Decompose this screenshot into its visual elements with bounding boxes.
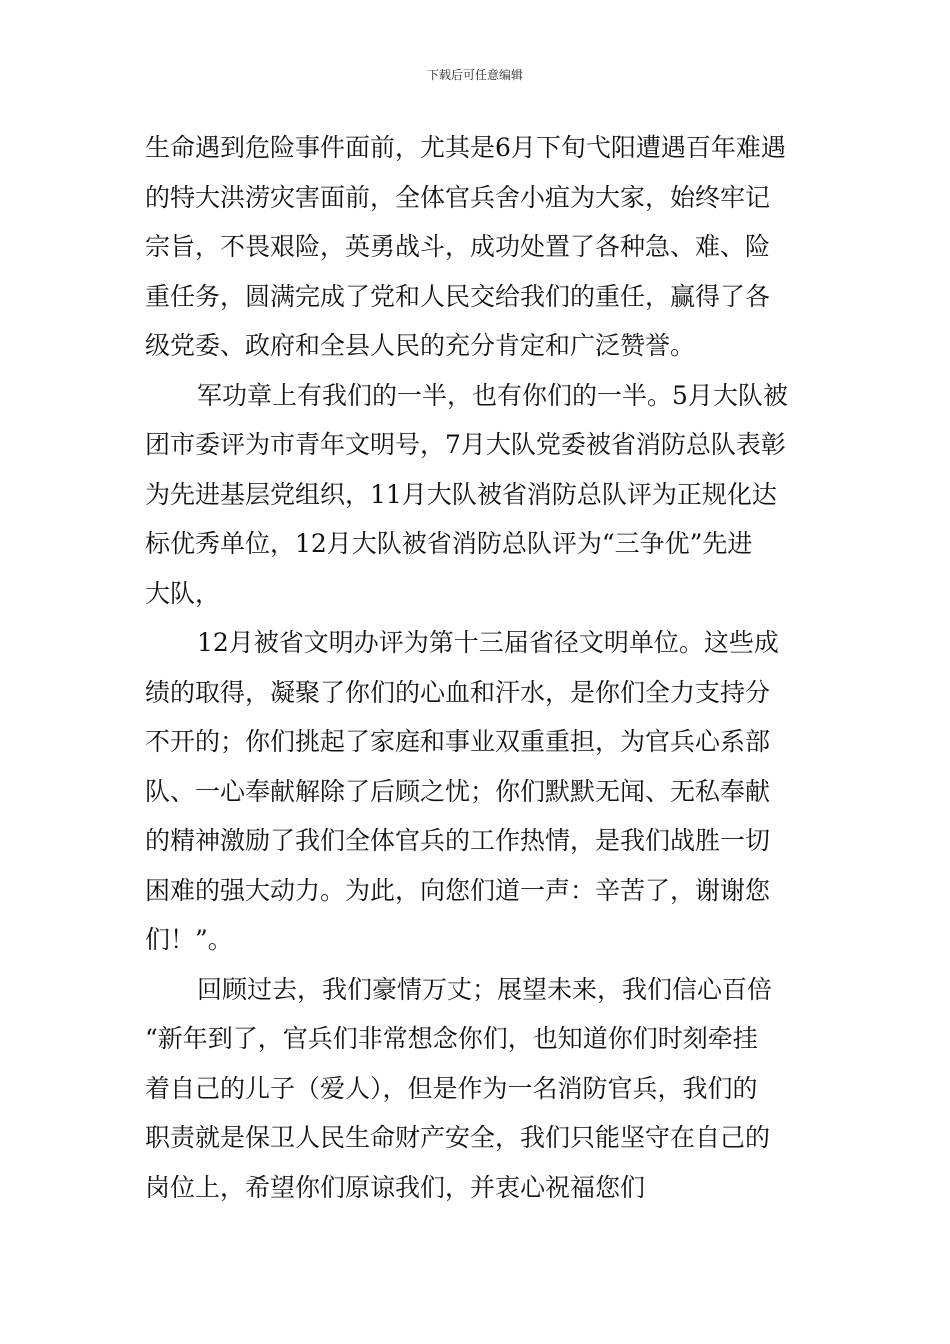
text-line: 队、一心奉献解除了后顾之忧；你们默默无闻、无私奉献 <box>145 776 771 806</box>
text-line: 们！”。 <box>145 925 233 954</box>
text-line: 重任务，圆满完成了党和人民交给我们的重任，赢得了各 <box>145 281 771 311</box>
text-line: 着自己的儿子（爱人），但是作为一名消防官兵，我们的 <box>145 1073 758 1103</box>
paragraph <box>145 123 825 371</box>
text-line: 为先进基层党组织，11月大队被省消防总队评为正规化达 <box>145 479 777 509</box>
document-body <box>145 123 825 1212</box>
text-line: 宗旨，不畏艰险，英勇战斗，成功处置了各种急、难、险 <box>145 232 771 261</box>
text-line: 绩的取得，凝聚了你们的心血和汗水，是你们全力支持分 <box>145 677 771 707</box>
paragraph <box>145 618 825 965</box>
text-line: 的特大洪涝灾害面前，全体官兵舍小疽为大家，始终牢记 <box>145 182 771 212</box>
text-line: 12月被省文明办评为第十三届省径文明单位。这些成 <box>197 628 779 657</box>
text-line: 困难的强大动力。为此，向您们道一声：辛苦了，谢谢您 <box>145 875 771 905</box>
text-line: 团市委评为市青年文明号，7月大队党委被省消防总队表彰 <box>145 430 786 459</box>
text-line: 岗位上，希望你们原谅我们，并衷心祝福您们 <box>145 1172 646 1202</box>
paragraph <box>145 965 825 1213</box>
text-line: 生命遇到危险事件面前，尤其是6月下旬弋阳遭遇百年难遇 <box>145 133 786 162</box>
paragraph <box>145 371 825 619</box>
text-line: 标优秀单位，12月大队被省消防总队评为“三争优”先进 <box>145 529 753 558</box>
text-line: 回顾过去，我们豪情万丈；展望未来，我们信心百倍 <box>197 974 773 1004</box>
text-line: 不开的；你们挑起了家庭和事业双重重担，为官兵心系部 <box>145 727 771 756</box>
text-line: 大队， <box>145 578 221 608</box>
text-line: 军功章上有我们的一半，也有你们的一半。5月大队被 <box>197 380 788 410</box>
page-header: 下载后可任意编辑 <box>426 68 523 82</box>
text-line: 级党委、政府和全县人民的充分肯定和广泛赞誉。 <box>145 331 696 360</box>
text-line: “新年到了，官兵们非常想念你们，也知道你们时刻牵挂 <box>145 1024 758 1053</box>
text-line: 职责就是保卫人民生命财产安全，我们只能坚守在自己的 <box>145 1123 771 1152</box>
text-line: 的精神激励了我们全体官兵的工作热情，是我们战胜一切 <box>145 826 771 855</box>
